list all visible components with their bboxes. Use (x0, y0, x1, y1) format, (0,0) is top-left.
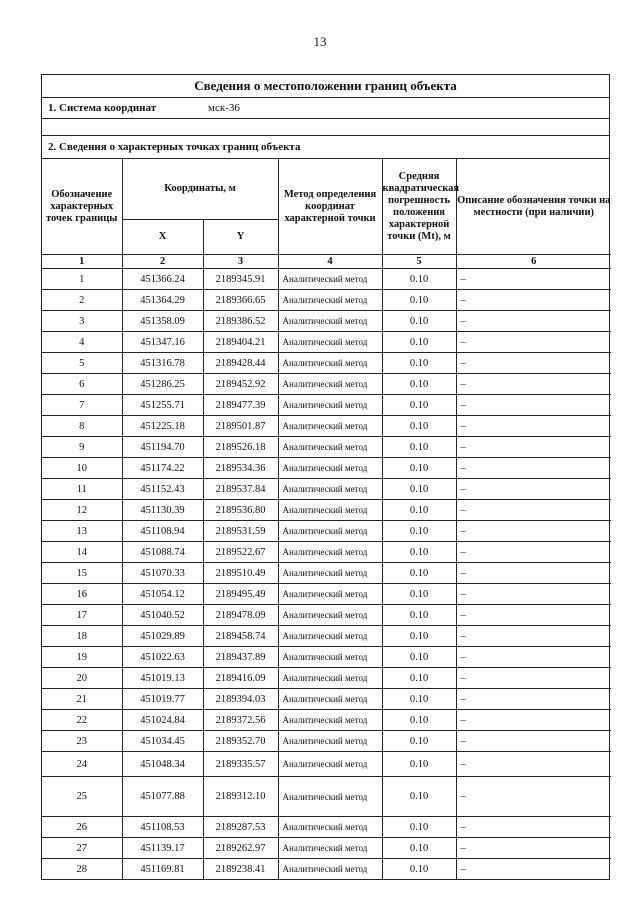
x-coordinate: 451255.71 (122, 395, 203, 416)
header-coords: Координаты, м (122, 159, 278, 220)
point-number: 10 (42, 458, 122, 479)
y-coordinate: 2189416.09 (203, 668, 278, 689)
table-row (42, 605, 611, 626)
error-cell: 0.10 (382, 353, 456, 374)
error-cell: 0.10 (382, 710, 456, 731)
points-table (42, 159, 611, 879)
y-coordinate: 2189526.18 (203, 437, 278, 458)
point-number: 26 (42, 817, 122, 838)
method-cell: Аналитический метод (278, 395, 382, 416)
point-number: 22 (42, 710, 122, 731)
column-number: 3 (203, 255, 278, 269)
y-coordinate: 2189345.91 (203, 269, 278, 290)
error-cell: 0.10 (382, 817, 456, 838)
point-number: 13 (42, 521, 122, 542)
x-coordinate: 451054.12 (122, 584, 203, 605)
method-cell: Аналитический метод (278, 542, 382, 563)
point-number: 16 (42, 584, 122, 605)
y-coordinate: 2189458.74 (203, 626, 278, 647)
description-cell: – (456, 731, 611, 752)
x-coordinate: 451130.39 (122, 500, 203, 521)
description-cell: – (456, 290, 611, 311)
description-cell: – (456, 689, 611, 710)
point-number: 1 (42, 269, 122, 290)
y-coordinate: 2189287.53 (203, 817, 278, 838)
y-coordinate: 2189534.36 (203, 458, 278, 479)
error-cell: 0.10 (382, 332, 456, 353)
method-cell: Аналитический метод (278, 668, 382, 689)
point-number: 19 (42, 647, 122, 668)
y-coordinate: 2189312.10 (203, 777, 278, 817)
x-coordinate: 451152.43 (122, 479, 203, 500)
table-row (42, 269, 611, 290)
error-cell: 0.10 (382, 626, 456, 647)
table-row (42, 838, 611, 859)
method-cell: Аналитический метод (278, 605, 382, 626)
method-cell: Аналитический метод (278, 521, 382, 542)
error-cell: 0.10 (382, 689, 456, 710)
table-row (42, 647, 611, 668)
header-point: Обозначение характерных точек границы (42, 159, 122, 255)
point-number: 27 (42, 838, 122, 859)
description-cell: – (456, 521, 611, 542)
x-coordinate: 451366.24 (122, 269, 203, 290)
description-cell: – (456, 710, 611, 731)
x-coordinate: 451108.94 (122, 521, 203, 542)
method-cell: Аналитический метод (278, 332, 382, 353)
method-cell: Аналитический метод (278, 838, 382, 859)
point-number: 3 (42, 311, 122, 332)
y-coordinate: 2189352.70 (203, 731, 278, 752)
x-coordinate: 451169.81 (122, 859, 203, 880)
description-cell: – (456, 416, 611, 437)
table-row (42, 542, 611, 563)
description-cell: – (456, 563, 611, 584)
table-row (42, 777, 611, 817)
x-coordinate: 451029.89 (122, 626, 203, 647)
x-coordinate: 451364.29 (122, 290, 203, 311)
error-cell: 0.10 (382, 859, 456, 880)
coordinate-system-label: 1. Система координат (48, 102, 157, 114)
x-coordinate: 451040.52 (122, 605, 203, 626)
method-cell: Аналитический метод (278, 817, 382, 838)
description-cell: – (456, 777, 611, 817)
x-coordinate: 451194.70 (122, 437, 203, 458)
method-cell: Аналитический метод (278, 311, 382, 332)
table-row (42, 500, 611, 521)
point-number: 4 (42, 332, 122, 353)
y-coordinate: 2189510.49 (203, 563, 278, 584)
table-row (42, 710, 611, 731)
table-row (42, 395, 611, 416)
point-number: 2 (42, 290, 122, 311)
header-error: Средняя квадратическая погрешность положения характерной точки (Mt), м (382, 159, 456, 255)
y-coordinate: 2189501.87 (203, 416, 278, 437)
table-row (42, 689, 611, 710)
error-cell: 0.10 (382, 668, 456, 689)
description-cell: – (456, 395, 611, 416)
page-number: 13 (313, 34, 327, 49)
method-cell: Аналитический метод (278, 752, 382, 777)
description-cell: – (456, 269, 611, 290)
x-coordinate: 451139.17 (122, 838, 203, 859)
error-cell: 0.10 (382, 269, 456, 290)
table-row (42, 416, 611, 437)
error-cell: 0.10 (382, 437, 456, 458)
method-cell: Аналитический метод (278, 374, 382, 395)
table-row (42, 626, 611, 647)
point-number: 11 (42, 479, 122, 500)
error-cell: 0.10 (382, 838, 456, 859)
error-cell: 0.10 (382, 311, 456, 332)
description-cell: – (456, 332, 611, 353)
method-cell: Аналитический метод (278, 500, 382, 521)
x-coordinate: 451070.33 (122, 563, 203, 584)
error-cell: 0.10 (382, 500, 456, 521)
method-cell: Аналитический метод (278, 437, 382, 458)
method-cell: Аналитический метод (278, 859, 382, 880)
column-number: 5 (382, 255, 456, 269)
method-cell: Аналитический метод (278, 479, 382, 500)
table-row (42, 752, 611, 777)
x-coordinate: 451024.84 (122, 710, 203, 731)
points-table-body (42, 269, 611, 880)
point-number: 15 (42, 563, 122, 584)
method-cell: Аналитический метод (278, 710, 382, 731)
x-coordinate: 451019.77 (122, 689, 203, 710)
y-coordinate: 2189536.80 (203, 500, 278, 521)
description-cell: – (456, 668, 611, 689)
method-cell: Аналитический метод (278, 731, 382, 752)
coordinate-system-value: мск-36 (208, 102, 240, 114)
method-cell: Аналитический метод (278, 458, 382, 479)
table-row (42, 374, 611, 395)
x-coordinate: 451077.88 (122, 777, 203, 817)
point-number: 17 (42, 605, 122, 626)
description-cell: – (456, 353, 611, 374)
x-coordinate: 451225.18 (122, 416, 203, 437)
x-coordinate: 451174.22 (122, 458, 203, 479)
header-description: Описание обозначения точки на местности (при наличии) (456, 159, 611, 255)
description-cell: – (456, 605, 611, 626)
method-cell: Аналитический метод (278, 584, 382, 605)
y-coordinate: 2189428.44 (203, 353, 278, 374)
y-coordinate: 2189394.03 (203, 689, 278, 710)
point-number: 6 (42, 374, 122, 395)
description-cell: – (456, 752, 611, 777)
description-cell: – (456, 542, 611, 563)
coordinate-system-row (42, 98, 609, 119)
point-number: 20 (42, 668, 122, 689)
table-row (42, 817, 611, 838)
column-number: 2 (122, 255, 203, 269)
blank-row (42, 119, 609, 136)
table-row (42, 353, 611, 374)
method-cell: Аналитический метод (278, 416, 382, 437)
y-coordinate: 2189335.57 (203, 752, 278, 777)
form-title: Сведения о местоположении границ объекта (42, 75, 609, 98)
description-cell: – (456, 817, 611, 838)
description-cell: – (456, 311, 611, 332)
x-coordinate: 451022.63 (122, 647, 203, 668)
error-cell: 0.10 (382, 290, 456, 311)
table-row (42, 458, 611, 479)
y-coordinate: 2189477.39 (203, 395, 278, 416)
table-row (42, 584, 611, 605)
y-coordinate: 2189437.89 (203, 647, 278, 668)
description-cell: – (456, 584, 611, 605)
y-coordinate: 2189495.49 (203, 584, 278, 605)
description-cell: – (456, 859, 611, 880)
column-number: 6 (456, 255, 611, 269)
table-row (42, 332, 611, 353)
description-cell: – (456, 647, 611, 668)
error-cell: 0.10 (382, 777, 456, 817)
table-row (42, 311, 611, 332)
y-coordinate: 2189262.97 (203, 838, 278, 859)
y-coordinate: 2189366.65 (203, 290, 278, 311)
point-number: 24 (42, 752, 122, 777)
column-number: 1 (42, 255, 122, 269)
x-coordinate: 451019.13 (122, 668, 203, 689)
x-coordinate: 451347.16 (122, 332, 203, 353)
method-cell: Аналитический метод (278, 626, 382, 647)
x-coordinate: 451088.74 (122, 542, 203, 563)
y-coordinate: 2189531.59 (203, 521, 278, 542)
header-method: Метод определения координат характерной точки (278, 159, 382, 255)
x-coordinate: 451048.34 (122, 752, 203, 777)
y-coordinate: 2189522.67 (203, 542, 278, 563)
description-cell: – (456, 479, 611, 500)
error-cell: 0.10 (382, 542, 456, 563)
error-cell: 0.10 (382, 416, 456, 437)
point-number: 14 (42, 542, 122, 563)
description-cell: – (456, 500, 611, 521)
header-x: X (122, 220, 203, 255)
method-cell: Аналитический метод (278, 269, 382, 290)
description-cell: – (456, 437, 611, 458)
error-cell: 0.10 (382, 731, 456, 752)
description-cell: – (456, 626, 611, 647)
method-cell: Аналитический метод (278, 689, 382, 710)
x-coordinate: 451358.09 (122, 311, 203, 332)
point-number: 7 (42, 395, 122, 416)
error-cell: 0.10 (382, 752, 456, 777)
error-cell: 0.10 (382, 521, 456, 542)
error-cell: 0.10 (382, 479, 456, 500)
point-number: 8 (42, 416, 122, 437)
column-numbers-row (42, 255, 611, 269)
y-coordinate: 2189452.92 (203, 374, 278, 395)
x-coordinate: 451286.25 (122, 374, 203, 395)
point-number: 21 (42, 689, 122, 710)
table-row (42, 479, 611, 500)
point-number: 25 (42, 777, 122, 817)
error-cell: 0.10 (382, 605, 456, 626)
error-cell: 0.10 (382, 458, 456, 479)
table-row (42, 290, 611, 311)
point-number: 28 (42, 859, 122, 880)
column-number: 4 (278, 255, 382, 269)
method-cell: Аналитический метод (278, 777, 382, 817)
table-row (42, 563, 611, 584)
table-row (42, 731, 611, 752)
section2-heading: 2. Сведения о характерных точках границ объекта (42, 136, 609, 159)
table-row (42, 859, 611, 880)
method-cell: Аналитический метод (278, 647, 382, 668)
method-cell: Аналитический метод (278, 353, 382, 374)
point-number: 12 (42, 500, 122, 521)
y-coordinate: 2189478.09 (203, 605, 278, 626)
point-number: 9 (42, 437, 122, 458)
description-cell: – (456, 838, 611, 859)
header-y: Y (203, 220, 278, 255)
description-cell: – (456, 374, 611, 395)
table-row (42, 437, 611, 458)
y-coordinate: 2189372.56 (203, 710, 278, 731)
x-coordinate: 451034.45 (122, 731, 203, 752)
x-coordinate: 451108.53 (122, 817, 203, 838)
y-coordinate: 2189238.41 (203, 859, 278, 880)
method-cell: Аналитический метод (278, 563, 382, 584)
y-coordinate: 2189537.84 (203, 479, 278, 500)
point-number: 23 (42, 731, 122, 752)
method-cell: Аналитический метод (278, 290, 382, 311)
table-row (42, 521, 611, 542)
description-cell: – (456, 458, 611, 479)
y-coordinate: 2189404.21 (203, 332, 278, 353)
error-cell: 0.10 (382, 395, 456, 416)
x-coordinate: 451316.78 (122, 353, 203, 374)
error-cell: 0.10 (382, 374, 456, 395)
point-number: 18 (42, 626, 122, 647)
table-row (42, 668, 611, 689)
error-cell: 0.10 (382, 647, 456, 668)
y-coordinate: 2189386.52 (203, 311, 278, 332)
error-cell: 0.10 (382, 563, 456, 584)
point-number: 5 (42, 353, 122, 374)
boundary-info-form (41, 74, 610, 880)
error-cell: 0.10 (382, 584, 456, 605)
